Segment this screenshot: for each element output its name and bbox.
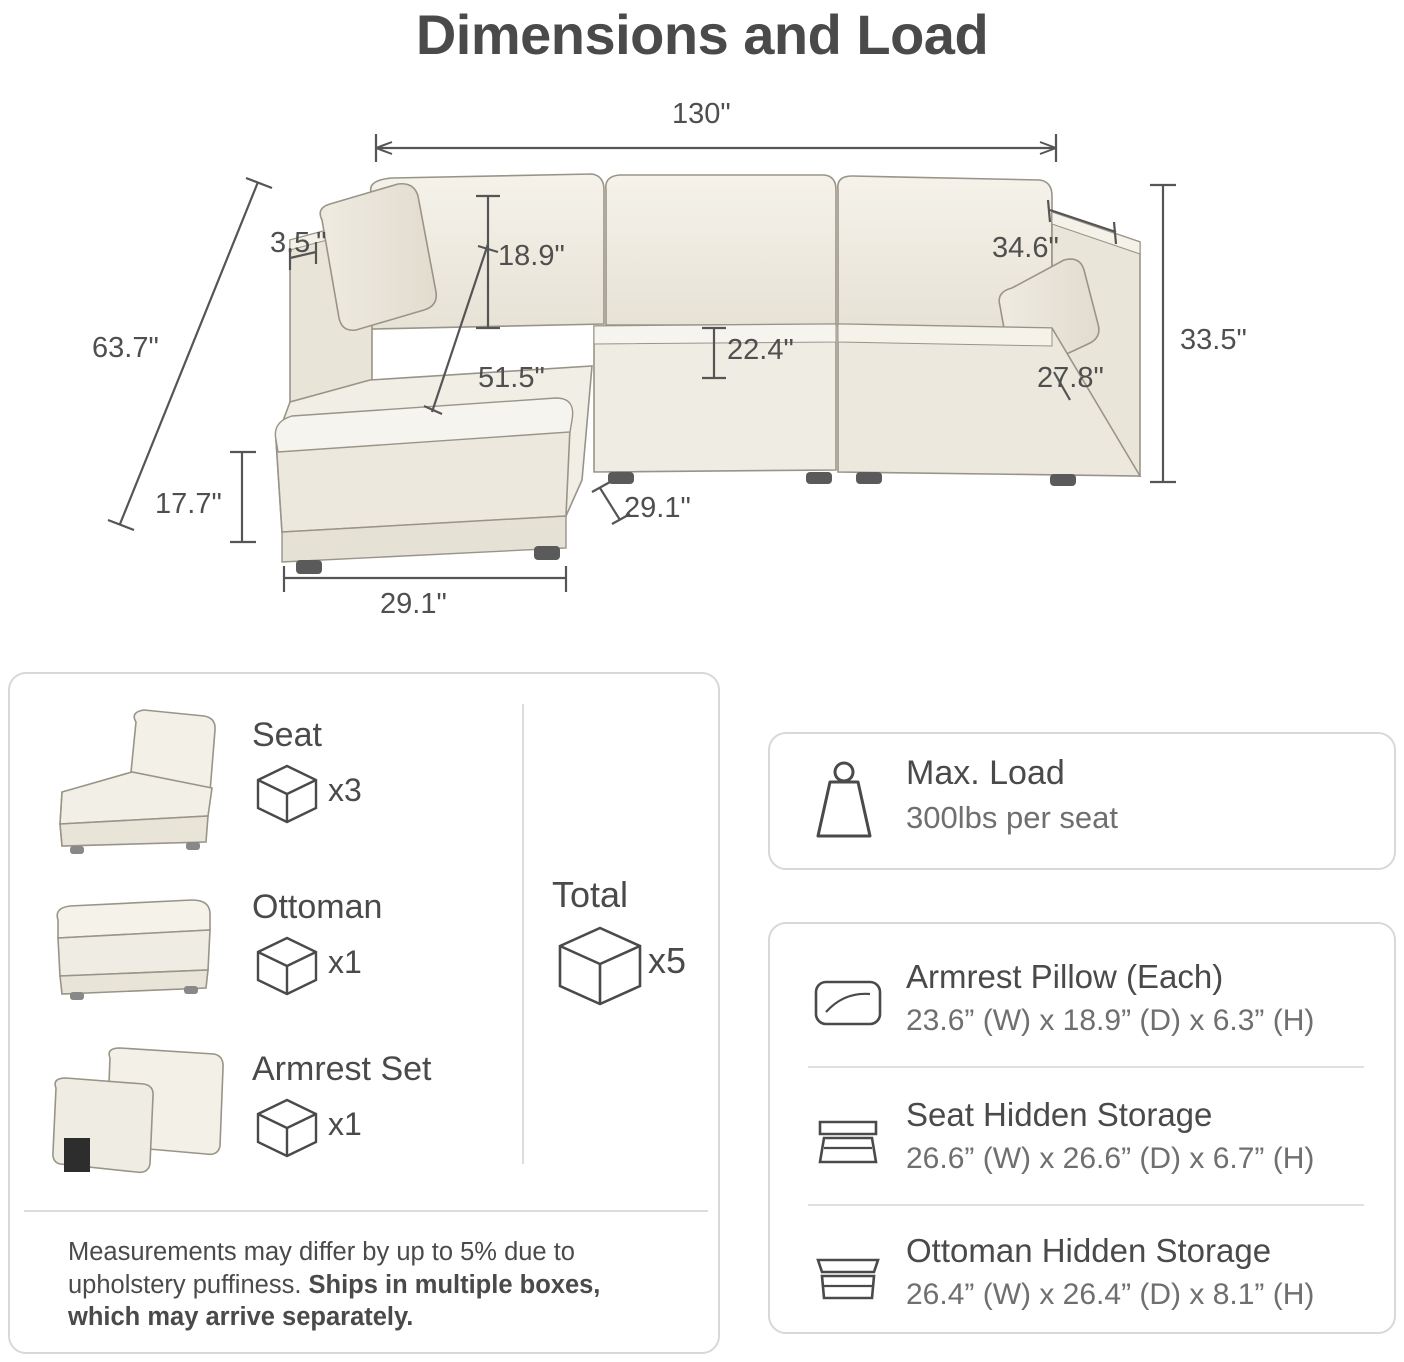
- list-item-ottoman-hidden-storage: [770, 1216, 1398, 1346]
- dimension-label-ottoman-depth: 29.1": [624, 492, 691, 524]
- pack-item-name: Ottoman: [252, 888, 383, 926]
- max-load-value: 300lbs per seat: [906, 800, 1118, 835]
- left-armrest-pillow: [320, 184, 436, 331]
- note-bold-1: Ships in multiple boxes,: [308, 1270, 601, 1299]
- box-icon: [252, 760, 322, 831]
- hidden-storage-panel: [768, 922, 1396, 1334]
- row-separator: [808, 1204, 1364, 1206]
- total-boxes-block: [552, 874, 712, 981]
- dimension-label-arm-height: 34.6": [992, 232, 1059, 264]
- dimension-label-ottoman-height: 17.7": [155, 488, 222, 520]
- panel-vertical-divider: [522, 704, 524, 1164]
- dimension-label-overall-depth: 63.7": [92, 332, 159, 364]
- storage-dimensions: 26.6” (W) x 26.6” (D) x 6.7” (H): [906, 1142, 1315, 1175]
- sofa-dimension-diagram: [0, 80, 1404, 640]
- pack-item-qty: x1: [328, 1106, 362, 1142]
- ottoman-storage-icon: [810, 1240, 886, 1317]
- storage-title: Ottoman Hidden Storage: [906, 1232, 1272, 1269]
- page-title: Dimensions and Load: [415, 3, 989, 66]
- sofa-chaise-ottoman: [275, 366, 592, 562]
- dimension-label-width-top: 130": [672, 98, 731, 130]
- dimension-label-seat-depth-diag: 51.5": [478, 362, 545, 394]
- list-item-armrest-pillow: [770, 942, 1398, 1072]
- pack-item-qty: x3: [328, 772, 362, 808]
- box-icon: [252, 932, 322, 1003]
- storage-title: Armrest Pillow (Each): [906, 958, 1224, 995]
- row-separator: [808, 1066, 1364, 1068]
- dimension-label-back-cushion: 18.9": [498, 240, 565, 272]
- dimension-label-armrest-width: 3.5 ": [270, 227, 327, 259]
- storage-dimensions: 26.4” (W) x 26.4” (D) x 8.1” (H): [906, 1278, 1315, 1311]
- pack-item-name: Seat: [252, 716, 322, 754]
- storage-title: Seat Hidden Storage: [906, 1096, 1213, 1133]
- ottoman-module-thumb: [40, 872, 230, 1032]
- pack-item-qty: x1: [328, 944, 362, 980]
- seat-storage-icon: [810, 1104, 886, 1181]
- dimension-label-overall-height: 33.5": [1180, 324, 1247, 356]
- packing-items-list: [10, 674, 722, 1204]
- list-item-seat-hidden-storage: [770, 1080, 1398, 1210]
- panel-horizontal-divider: [24, 1210, 708, 1212]
- note-line-2: upholstery puffiness.: [68, 1270, 309, 1299]
- note-bold-2: which may arrive separately.: [68, 1303, 414, 1332]
- list-item-seat: [40, 700, 520, 870]
- list-item-ottoman: [40, 872, 520, 1042]
- list-item-armrest-set: [40, 1034, 520, 1204]
- weight-icon: [808, 758, 880, 849]
- box-icon: [252, 1094, 322, 1165]
- sofa-back-cushions: [371, 174, 1052, 329]
- storage-dimensions: 23.6” (W) x 18.9” (D) x 6.3” (H): [906, 1004, 1315, 1037]
- sofa-seat-modules: [594, 324, 1140, 476]
- packing-contents-panel: [8, 672, 720, 1354]
- sofa-illustration: [0, 80, 1404, 640]
- note-line-1: Measurements may differ by up to 5% due to: [68, 1238, 575, 1266]
- max-load-panel: [768, 732, 1396, 870]
- max-load-title: Max. Load: [906, 754, 1065, 792]
- box-icon: [552, 920, 648, 1017]
- dimension-label-seat-width: 27.8": [1037, 362, 1104, 394]
- dimension-label-ottoman-width: 29.1": [380, 588, 447, 620]
- total-label: Total: [552, 874, 629, 915]
- measurement-note: [68, 1236, 672, 1334]
- dimension-label-seat-height-back: 22.4": [727, 334, 794, 366]
- pack-item-name: Armrest Set: [252, 1050, 432, 1088]
- total-qty: x5: [648, 940, 687, 981]
- armrest-set-thumb: [40, 1034, 230, 1194]
- seat-module-thumb: [40, 700, 230, 860]
- pillow-icon: [810, 966, 886, 1043]
